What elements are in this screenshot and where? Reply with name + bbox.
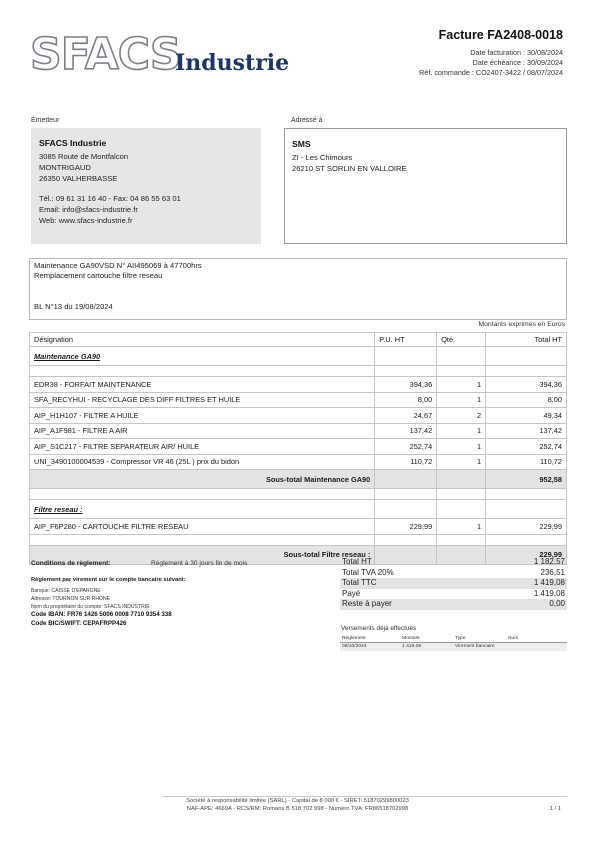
page-number: 1 / 1 [549, 806, 561, 812]
line-designation: SFA_RECYHUI - RECYCLAGE DES DIFF FILTRES ET HUILE [30, 392, 375, 408]
line-total: 110,72 [486, 454, 567, 470]
recipient-label: Adressé à [291, 117, 323, 124]
section-row [30, 500, 567, 519]
order-reference: Réf. commande : CO2407-3422 / 08/07/2024 [419, 68, 563, 77]
line-quantity: 1 [437, 377, 486, 393]
invoice-date: Date facturation : 30/08/2024 [470, 48, 563, 57]
invoice-due-date: Date échéance : 30/09/2024 [472, 58, 563, 67]
sender-address-line: 3085 Route de Montfalcon [39, 152, 129, 161]
payment-terms-label: Conditions de règlement: [31, 560, 111, 567]
recipient-name: SMS [292, 139, 311, 149]
remaining-row: Reste à payer 0,00 [342, 599, 565, 609]
line-quantity: 1 [437, 392, 486, 408]
line-unit-price: 252,74 [375, 439, 437, 455]
line-total: 252,74 [486, 439, 567, 455]
line-unit-price: 8,00 [375, 392, 437, 408]
header-unit-price: P.U. HT [375, 333, 437, 347]
line-quantity: 1 [437, 454, 486, 470]
total-ttc-row: Total TTC 1 419,08 [342, 578, 565, 588]
line-quantity: 1 [437, 519, 486, 535]
sender-address-line: MONTRIGAUD [39, 163, 91, 173]
invoice-lines-table [29, 332, 567, 565]
line-total: 8,00 [486, 392, 567, 408]
section-title: Filtre reseau : [30, 500, 375, 519]
table-header-row [30, 333, 567, 347]
section-row [30, 347, 567, 366]
header-quantity: Qté [437, 333, 486, 347]
sender-website: Web: www.sfacs-industrie.fr [39, 216, 133, 226]
invoice-title: Facture FA2408-0018 [438, 28, 563, 42]
delivery-note: BL N°13 du 19/08/2024 [34, 301, 113, 311]
table-row [30, 439, 567, 455]
bank-transfer-title: Règlement par virement sur le compte bancaire suivant: [31, 577, 186, 583]
sender-box [31, 128, 261, 244]
footer-divider [162, 796, 567, 797]
company-logo [30, 30, 290, 82]
subtotal-value: 952,58 [486, 470, 567, 489]
iban: Code IBAN: FR76 1426 5006 0008 7710 9354 338 [31, 611, 172, 618]
line-designation: AIP_S1C217 - FILTRE SEPARATEUR AIR/ HUILE [30, 439, 375, 455]
line-designation: AIP_A1F981 - FILTRE A AIR [30, 423, 375, 439]
totals-block [340, 557, 567, 610]
line-designation: AIP_F6P280 - CARTOUCHE FILTRE RESEAU [30, 519, 375, 535]
line-unit-price: 24,67 [375, 408, 437, 424]
line-total: 49,34 [486, 408, 567, 424]
bic-swift: Code BIC/SWIFT: CEPAFRPP426 [31, 620, 127, 627]
object-line: Maintenance GA90VSD N° AII495069 à 47700hrs [34, 261, 202, 270]
subtotal-row [30, 470, 567, 489]
sender-name: SFACS Industrie [39, 138, 107, 148]
footer-legal-2: NAF-APE: 4669A - RCS/RM: Romans B 518 702 998 - Numéro TVA: FR86518702998 [186, 806, 409, 812]
object-line: Remplacement cartouche filtre reseau [34, 271, 163, 281]
logo-word: Industrie [175, 50, 290, 76]
line-unit-price: 394,36 [375, 377, 437, 393]
recipient-address-line: ZI - Les Chimours [292, 153, 353, 162]
recipient-address-line: 26210 ST SORLIN EN VALLOIRE [292, 164, 407, 174]
line-designation: UNI_3490100004539 - Compressor VR 46 (25L ) prix du bidon [30, 454, 375, 470]
total-row: Total HT 1 182,57 [342, 557, 565, 566]
table-row [30, 392, 567, 408]
line-quantity: 1 [437, 439, 486, 455]
line-unit-price: 137,42 [375, 423, 437, 439]
subtotal-value: 229,99 [486, 545, 567, 564]
line-quantity: 2 [437, 408, 486, 424]
recipient-box [284, 128, 567, 244]
line-designation: AIP_H1H107 - FILTRE A HUILE [30, 408, 375, 424]
bank-name: Banque: CAISSE D'EPARGNE [31, 588, 101, 594]
sender-phone: Tél.: 09 61 31 16 40 - Fax: 04 86 55 63 01 [39, 193, 181, 203]
line-designation: EDR38 - FORFAIT MAINTENANCE [30, 377, 375, 393]
header-designation: Désignation [30, 333, 375, 347]
logo-brand: SFACS [30, 29, 181, 80]
subtotal-label: Sous-total Maintenance GA90 [30, 470, 375, 489]
payments-made-table [340, 635, 567, 651]
line-total: 137,42 [486, 423, 567, 439]
bank-address: Adresse: TOURNON SUR RHONE [31, 596, 111, 602]
table-row [30, 408, 567, 424]
sender-email: Email: info@sfacs-industrie.fr [39, 204, 138, 214]
payment-terms-value: Règlement à 30 jours fin de mois [151, 560, 248, 567]
sender-address-line: 26350 VALHERBASSE [39, 174, 118, 184]
total-row: Total TVA 20% 236,51 [342, 567, 565, 577]
subtotal-label: Sous-total Filtre reseau : [30, 545, 375, 564]
payments-made-title: Versements déjà effectués [341, 625, 417, 632]
section-title: Maintenance GA90 [30, 347, 375, 366]
table-row [30, 423, 567, 439]
header-total: Total HT [486, 333, 567, 347]
line-unit-price: 229,99 [375, 519, 437, 535]
invoice-object-box [29, 258, 567, 320]
currency-note: Montants exprimés en Euros [478, 321, 565, 328]
line-total: 394,36 [486, 377, 567, 393]
table-row [30, 519, 567, 535]
line-quantity: 1 [437, 423, 486, 439]
table-row [30, 454, 567, 470]
line-unit-price: 110,72 [375, 454, 437, 470]
payments-header-row: Règlement Montant Type Num [340, 635, 567, 643]
line-total: 229,99 [486, 519, 567, 535]
total-row: Payé 1 419,08 [342, 588, 565, 598]
account-owner: Nom du propriétaire du compte: SFACS INDUSTRIE [31, 604, 150, 610]
sender-label: Émetteur [31, 117, 60, 124]
footer-legal-1: Société à responsabilité limitée (SARL) - Capital de 8 000 € - SIRET: 51870299800023 [186, 798, 409, 804]
table-row [30, 377, 567, 393]
payment-row: 09/10/2024 1 419,08 Virement bancaire [340, 643, 567, 651]
